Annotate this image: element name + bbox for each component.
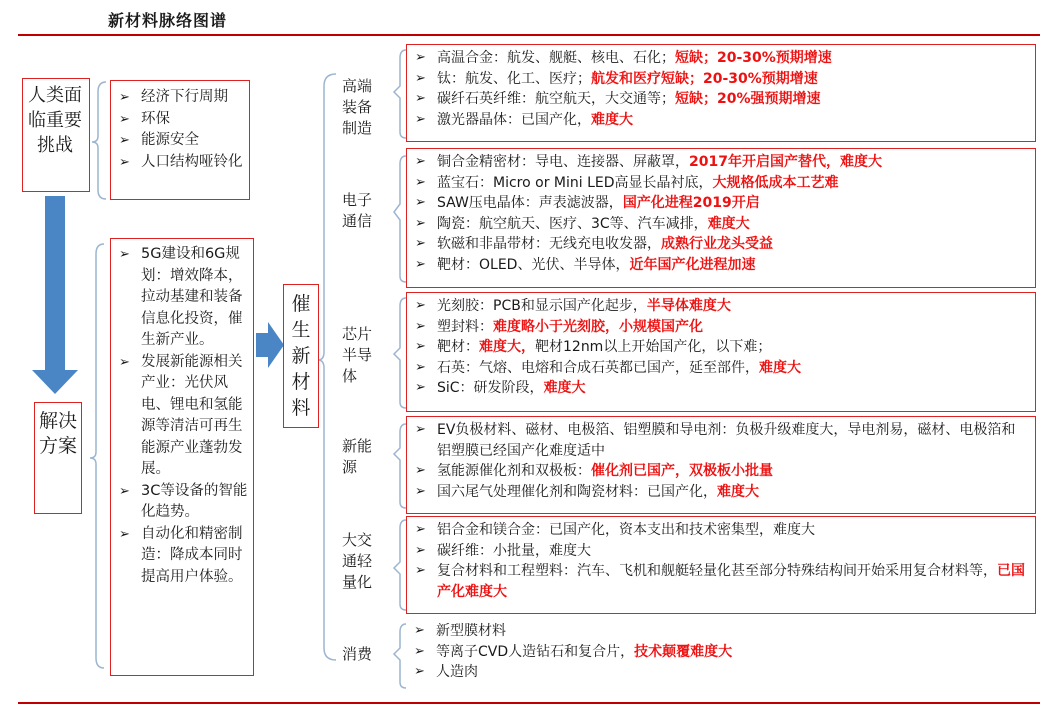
item-brackets: [394, 50, 406, 688]
down-arrow-icon: [32, 196, 78, 394]
list-item: ➢ 碳纤石英纤维：航空航天，大交通等；短缺；20%强预期增速: [415, 89, 1029, 110]
category-label-consumer: 消费: [342, 645, 373, 663]
list-item: ➢ 钛：航发、化工、医疗；航发和医疗短缺；20-30%预期增速: [415, 69, 1029, 90]
category-label-new-energy: 新能源: [342, 437, 373, 476]
list-item: ➢ 5G建设和6G规划：增效降本，拉动基建和装备信息化投资，催生新产业。: [119, 244, 249, 352]
list-item: ➢ 碳纤维：小批量，难度大: [415, 541, 1029, 562]
list-item: ➢ 陶瓷：航空航天、医疗、3C等、汽车减排，难度大: [415, 214, 1029, 235]
challenge-box: [22, 78, 90, 192]
list-item: ➢ 发展新能源相关产业：光伏风电、锂电和氢能源等清洁可再生能源产业蓬勃发展。: [119, 352, 249, 481]
category-label-semiconductor: 芯片半导体: [342, 325, 373, 385]
list-item: ➢ 经济下行周期: [119, 87, 243, 109]
challenge-label: 人类面临重要挑战: [28, 85, 82, 156]
solution-bracket: [90, 244, 104, 668]
list-item: ➢ 3C等设备的智能化趋势。: [119, 481, 249, 524]
right-arrow-icon: [256, 322, 284, 368]
list-item: ➢ 蓝宝石：Micro or Mini LED高显长晶衬底，大规格低成本工艺难: [415, 173, 1029, 194]
list-item: ➢ SAW压电晶体：声表滤波器，国产化进程2019开启: [415, 193, 1029, 214]
list-item: ➢ 人口结构哑铃化: [119, 152, 243, 174]
list-item: ➢ 等离子CVD人造钻石和复合片，技术颠覆难度大: [414, 642, 1030, 663]
list-item: ➢ 靶材：OLED、光伏、半导体，近年国产化进程加速: [415, 255, 1029, 276]
list-item: ➢ EV负极材料、磁材、电极箔、铝塑膜和导电剂：负极升级难度大，导电剂易，磁材、电极箔和铝塑膜已经国产化难度适中: [415, 420, 1029, 461]
category-label-transport: 大交通轻量化: [342, 531, 373, 591]
list-item: ➢ 能源安全: [119, 130, 243, 152]
list-item: ➢ 铝合金和镁合金：已国产化，资本支出和技术密集型，难度大: [415, 520, 1029, 541]
category-label-electronics: 电子通信: [342, 191, 373, 230]
items-list: [415, 152, 1029, 275]
list-item: ➢ 人造肉: [414, 662, 1030, 683]
list-item: ➢ 新型膜材料: [414, 621, 1030, 642]
solution-box: [34, 402, 82, 514]
items-box-high-end: [406, 44, 1036, 142]
list-item: ➢ 铜合金精密材：导电、连接器、屏蔽罩，2017年开启国产替代，难度大: [415, 152, 1029, 173]
items-box-consumer: [406, 620, 1036, 692]
list-item: ➢ 环保: [119, 109, 243, 131]
solution-list: [119, 244, 249, 588]
category-bracket: [318, 74, 336, 660]
list-item: ➢ 复合材料和工程塑料：汽车、飞机和舰艇轻量化甚至部分特殊结构间开始采用复合材料等，已国产化难度大: [415, 561, 1029, 602]
list-item: ➢ 软磁和非晶带材：无线充电收发器，成熟行业龙头受益: [415, 234, 1029, 255]
list-item: ➢ 自动化和精密制造：降成本同时提高用户体验。: [119, 524, 249, 589]
items-list: [415, 520, 1029, 602]
challenge-bracket: [92, 82, 106, 199]
items-list: [415, 420, 1029, 502]
list-item: ➢ 石英：气熔、电熔和合成石英都已国产，延至部件，难度大: [415, 358, 1029, 379]
items-list: [414, 621, 1030, 683]
challenge-list: [119, 87, 243, 173]
list-item: ➢ 激光器晶体：已国产化，难度大: [415, 110, 1029, 131]
challenge-list-box: [110, 80, 250, 200]
solution-list-box: [110, 238, 254, 676]
solution-label: 解决方案: [39, 410, 78, 457]
list-item: ➢ 塑封料：难度略小于光刻胶，小规模国产化: [415, 317, 1029, 338]
items-list: [415, 296, 1029, 399]
items-box-transport: [406, 516, 1036, 614]
catalyst-label: 催生新材料: [291, 293, 311, 419]
items-box-new-energy: [406, 416, 1036, 514]
list-item: ➢ 高温合金：航发、舰艇、核电、石化；短缺；20-30%预期增速: [415, 48, 1029, 69]
items-box-semiconductor: [406, 292, 1036, 412]
category-label-high-end: 高端装备制造: [342, 77, 373, 137]
list-item: ➢ SiC：研发阶段，难度大: [415, 378, 1029, 399]
list-item: ➢ 靶材：难度大，靶材12nm以上开始国产化，以下难；: [415, 337, 1029, 358]
items-list: [415, 48, 1029, 130]
page-title: 新材料脉络图谱: [108, 11, 228, 30]
list-item: ➢ 国六尾气处理催化剂和陶瓷材料：已国产化，难度大: [415, 482, 1029, 503]
catalyst-box: [283, 284, 319, 428]
items-box-electronics: [406, 148, 1036, 288]
list-item: ➢ 氢能源催化剂和双极板：催化剂已国产，双极板小批量: [415, 461, 1029, 482]
list-item: ➢ 光刻胶：PCB和显示国产化起步，半导体难度大: [415, 296, 1029, 317]
